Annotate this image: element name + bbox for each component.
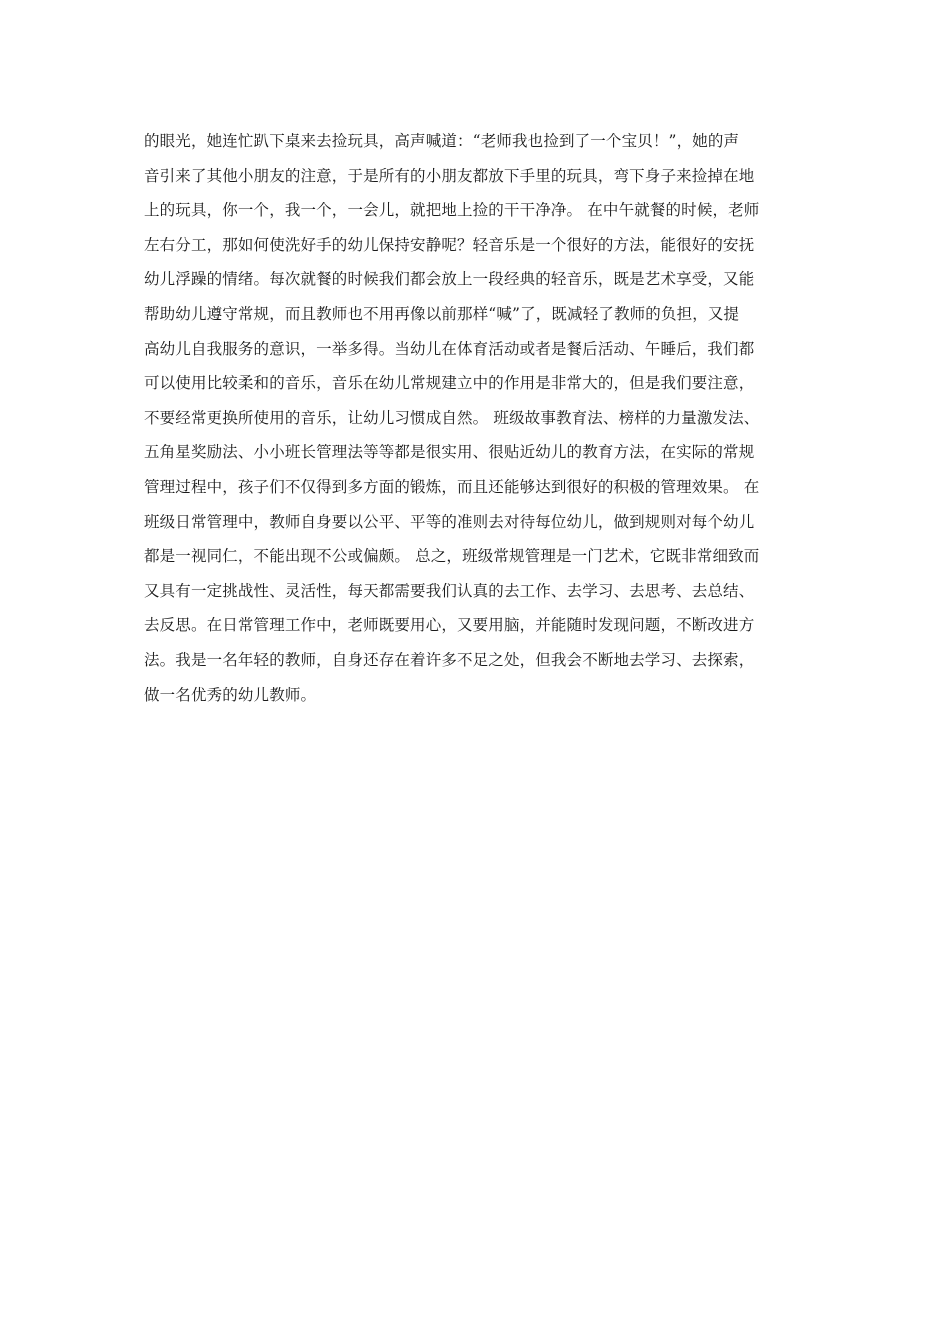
text-line: 法。我是一名年轻的教师，自身还存在着许多不足之处，但我会不断地去学习、去探索， bbox=[144, 650, 755, 669]
text-line: 的眼光，她连忙趴下桌来去捡玩具，高声喊道：“老师我也捡到了一个宝贝！”，她的声 bbox=[144, 132, 740, 150]
text-line: 不要经常更换所使用的音乐，让幼儿习惯成自然。 班级故事教育法、榜样的力量激发法、 bbox=[144, 408, 760, 427]
text-line: 班级日常管理中，教师自身要以公平、平等的准则去对待每位幼儿，做到规则对每个幼儿 bbox=[144, 512, 755, 531]
text-line: 做一名优秀的幼儿教师。 bbox=[144, 685, 317, 704]
text-line: 上的玩具，你一个，我一个，一会儿，就把地上捡的干干净净。 在中午就餐的时候，老师 bbox=[144, 201, 760, 220]
text-line: 可以使用比较柔和的音乐，音乐在幼儿常规建立中的作用是非常大的，但是我们要注意， bbox=[144, 374, 755, 393]
text-line: 幼儿浮躁的情绪。每次就餐的时候我们都会放上一段经典的轻音乐，既是艺术享受，又能 bbox=[144, 270, 755, 289]
text-line: 音引来了其他小朋友的注意，于是所有的小朋友都放下手里的玩具，弯下身子来捡掉在地 bbox=[144, 166, 755, 185]
text-line: 高幼儿自我服务的意识，一举多得。当幼儿在体育活动或者是餐后活动、午睡后，我们都 bbox=[144, 339, 755, 358]
text-line: 去反思。在日常管理工作中，老师既要用心，又要用脑，并能随时发现问题，不断改进方 bbox=[144, 616, 755, 635]
text-line: 左右分工，那如何使洗好手的幼儿保持安静呢？轻音乐是一个很好的方法，能很好的安抚 bbox=[144, 235, 755, 254]
text-line: 帮助幼儿遵守常规，而且教师也不用再像以前那样“喊”了，既减轻了教师的负担，又提 bbox=[144, 304, 740, 323]
text-line: 管理过程中，孩子们不仅得到多方面的锻炼，而且还能够达到很好的积极的管理效果。 在 bbox=[144, 477, 760, 496]
body-text bbox=[144, 124, 814, 712]
text-line: 又具有一定挑战性、灵活性，每天都需要我们认真的去工作、去学习、去思考、去总结、 bbox=[144, 581, 755, 600]
text-line: 五角星奖励法、小小班长管理法等等都是很实用、很贴近幼儿的教育方法，在实际的常规 bbox=[144, 443, 755, 462]
text-line: 都是一视同仁，不能出现不公或偏颇。 总之，班级常规管理是一门艺术，它既非常细致而 bbox=[144, 547, 760, 566]
